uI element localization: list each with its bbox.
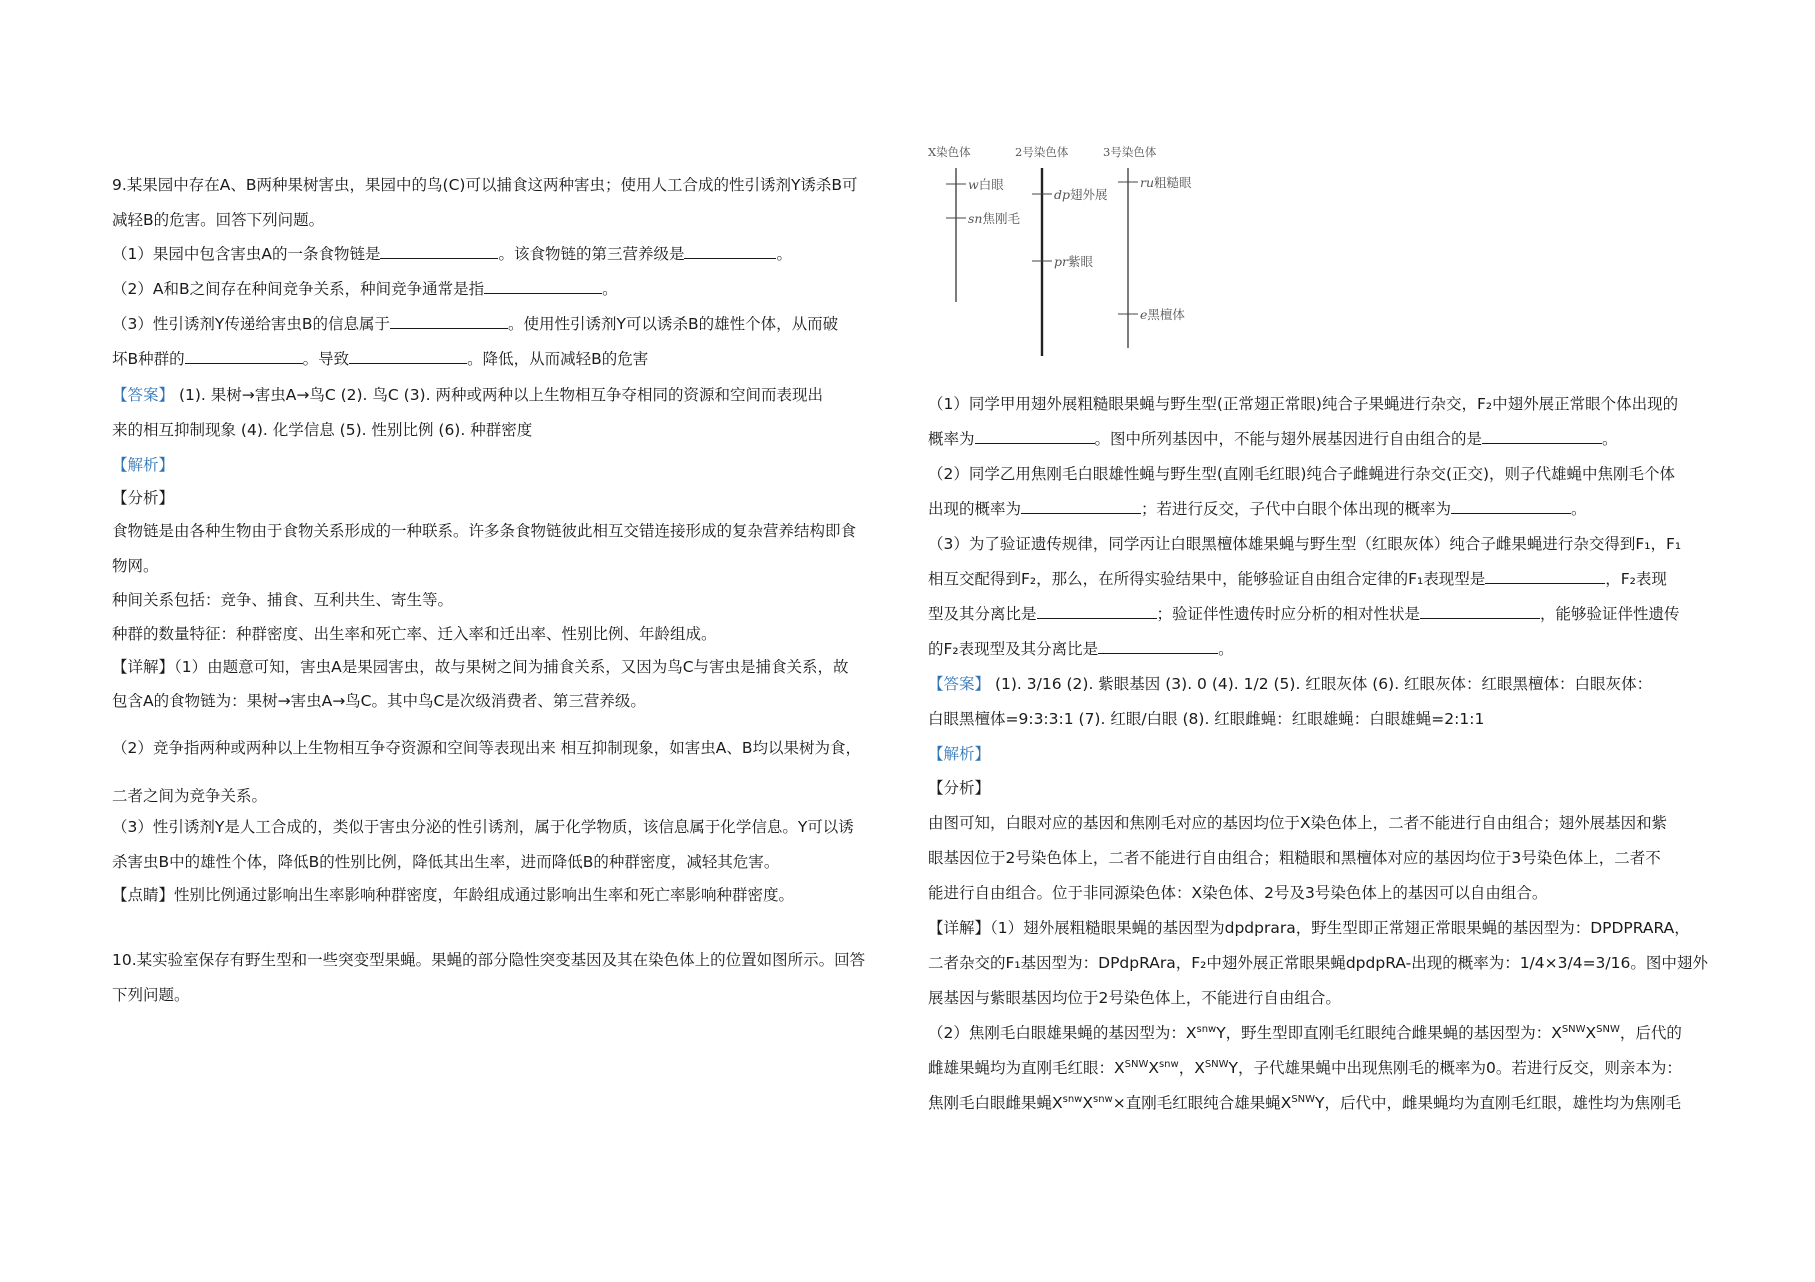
q9-part1-end: 。: [776, 245, 792, 263]
q9-fenxi-line2: 物网。: [112, 557, 159, 575]
gene-name: 焦刚毛: [982, 211, 1020, 226]
q9-part2-text: （2）A和B之间存在种间竞争关系，种间竞争通常是指: [112, 280, 485, 298]
q9-fenxi-tag: 【分析】: [112, 489, 175, 507]
q9-dianjing: 【点睛】性别比例通过影响出生率影响种群密度，年龄组成通过影响出生率和死亡率影响种群密度。: [112, 886, 795, 904]
q9-part3-line2: [112, 348, 648, 370]
answer-blank: [1485, 569, 1605, 584]
gene-ru-label: [1140, 173, 1192, 191]
q9-answer-text: (1). 果树→害虫A→鸟C (2). 鸟C (3). 两种或两种以上生物相互争夺相同的资源和空间而表现出: [178, 386, 823, 404]
q9-stem-line1: 9.某果园中存在A、B两种果树害虫，果园中的鸟(C)可以捕食这两种害虫；使用人工合成的性引诱剂Y诱杀B可: [112, 176, 858, 194]
q9-xiangjie-line1: 【详解】（1）由题意可知，害虫A是果园害虫，故与果树之间为捕食关系，又因为鸟C与害虫是捕食关系，故: [112, 658, 849, 676]
text: X: [1082, 1094, 1093, 1112]
answer-blank: [390, 314, 508, 329]
gene-pr-label: [1054, 252, 1093, 270]
q10-part3-line3: [928, 603, 1680, 625]
text: X: [1585, 1024, 1597, 1042]
superscript: SNW: [1204, 1058, 1229, 1070]
text: 概率为: [928, 430, 975, 448]
gene-name: 紫眼: [1067, 254, 1093, 269]
gene-symbol: pr: [1054, 254, 1068, 269]
gene-w-label: [968, 175, 1004, 193]
q10-xiangjie2-line1: [928, 1022, 1682, 1044]
text: 出现的概率为: [928, 500, 1022, 518]
gene-name: 白眼: [978, 177, 1004, 192]
q9-part1-text2: 。该食物链的第三营养级是: [498, 245, 685, 263]
answer-tag: 【答案】: [112, 386, 175, 404]
q9-answer-line2: 来的相互抑制现象 (4). 化学信息 (5). 性别比例 (6). 种群密度: [112, 421, 533, 439]
q9-xiangjie-line2: 包含A的食物链为：果树→害虫A→鸟C。其中鸟C是次级消费者、第三营养级。: [112, 692, 646, 710]
answer-blank: [1482, 429, 1602, 444]
q10-fenxi-line1: 由图可知，白眼对应的基因和焦刚毛对应的基因均位于X染色体上，二者不能进行自由组合；翅外展基因和紫: [928, 814, 1668, 832]
q10-xiangjie-line2: 二者杂交的F₁基因型为：DPdpRAra，F₂中翅外展正常眼果蝇dpdpRA-出现的概率为：1/4×3/4=3/16。图中翅外: [928, 954, 1708, 972]
gene-symbol: w: [968, 177, 979, 192]
answer-blank: [380, 244, 498, 259]
q9-part3-text5: 。降低，从而减轻B的危害: [467, 350, 649, 368]
q10-part2-line1: （2）同学乙用焦刚毛白眼雄性蝇与野生型(直刚毛红眼)纯合子雌蝇进行杂交(正交)，则子代雄蝇中焦刚毛个体: [928, 465, 1676, 483]
text: ；若进行反交，子代中白眼个体出现的概率为: [1141, 500, 1452, 518]
gene-name: 翅外展: [1070, 187, 1108, 202]
q9-part2-end: 。: [602, 280, 618, 298]
answer-blank: [975, 429, 1095, 444]
q10-stem-line2: 下列问题。: [112, 986, 190, 1004]
answer-blank: [684, 244, 776, 259]
text: 。: [1602, 430, 1618, 448]
answer-tag: 【答案】: [928, 675, 991, 693]
q10-answer-text: (1). 3/16 (2). 紫眼基因 (3). 0 (4). 1/2 (5). 红眼灰体 (6). 红眼灰体：红眼黑檀体：白眼灰体：: [994, 675, 1653, 693]
chromosome-2-label: 2号染色体: [1015, 145, 1069, 159]
text: 雌雄果蝇均为直刚毛红眼：X: [928, 1059, 1125, 1077]
q10-part2-line2: [928, 498, 1587, 520]
q9-fenxi-line1: 食物链是由各种生物由于食物关系形成的一种联系。许多条食物链彼此相互交错连接形成的复杂营养结构即食: [112, 522, 857, 540]
gene-sn-label: [968, 209, 1020, 227]
q10-stem-line1: 10.某实验室保存有野生型和一些突变型果蝇。果蝇的部分隐性突变基因及其在染色体上的位置如图所示。回答: [112, 951, 866, 969]
q9-jiexi-tag: 【解析】: [112, 456, 175, 474]
gene-symbol: sn: [968, 211, 983, 226]
q10-part3-line2: [928, 568, 1667, 590]
q9-part2: [112, 278, 618, 300]
text: 焦刚毛白眼雌果蝇X: [928, 1094, 1063, 1112]
text: 。图中所列基因中，不能与翅外展基因进行自由组合的是: [1094, 430, 1483, 448]
text: 型及其分离比是: [928, 605, 1037, 623]
q10-answer-line1: [928, 673, 1652, 695]
gene-symbol: dp: [1054, 187, 1071, 202]
text: （2）焦刚毛白眼雄果蝇的基因型为：X: [928, 1024, 1197, 1042]
q10-part1-line1: （1）同学甲用翅外展粗糙眼果蝇与野生型(正常翅正常眼)纯合子果蝇进行杂交，F₂中翅外展正常眼个体出现的: [928, 395, 1679, 413]
text: Y，野生型即直刚毛红眼纯合雌果蝇的基因型为：X: [1216, 1024, 1562, 1042]
x-chromosome-label: X染色体: [928, 145, 971, 159]
q9-xiangjie-line6: 杀害虫B中的雄性个体，降低B的性别比例，降低其出生率，进而降低B的种群密度，减轻其危害。: [112, 853, 780, 871]
superscript: SNW: [1561, 1023, 1586, 1035]
q10-xiangjie2-line2: [928, 1057, 1682, 1079]
q9-fenxi-line3: 种间关系包括：竞争、捕食、互利共生、寄生等。: [112, 591, 454, 609]
text: ，能够验证伴性遗传: [1540, 605, 1680, 623]
text: 。: [1571, 500, 1587, 518]
q9-answer-line1: [112, 384, 823, 406]
answer-blank: [349, 349, 467, 364]
q10-xiangjie-line1: 【详解】（1）翅外展粗糙眼果蝇的基因型为dpdprara，野生型即正常翅正常眼果蝇的基因型为：DPDPRARA，: [928, 919, 1690, 937]
superscript: snw: [1092, 1093, 1113, 1105]
superscript: snw: [1062, 1093, 1083, 1105]
q9-part3-text: （3）性引诱剂Y传递给害虫B的信息属于: [112, 315, 390, 333]
superscript: snw: [1158, 1058, 1179, 1070]
gene-e-label: [1140, 305, 1185, 323]
q9-part1: [112, 243, 792, 265]
text: X: [1148, 1059, 1159, 1077]
q10-fenxi-line3: 能进行自由组合。位于非同源染色体：X染色体、2号及3号染色体上的基因可以自由组合。: [928, 884, 1548, 902]
answer-blank: [185, 349, 303, 364]
q10-answer-line2: 白眼黑檀体=9:3:3:1 (7). 红眼/白眼 (8). 红眼雌蝇：红眼雄蝇：白眼雄蝇=2:1:1: [928, 710, 1485, 728]
q9-stem-line2: 减轻B的危害。回答下列问题。: [112, 211, 325, 229]
answer-blank: [1037, 604, 1157, 619]
q9-part3-text4: 。导致: [302, 350, 350, 368]
answer-blank: [484, 279, 602, 294]
answer-blank: [1021, 499, 1141, 514]
text: Y，后代中，雌果蝇均为直刚毛红眼，雄性均为焦刚毛: [1315, 1094, 1682, 1112]
q10-xiangjie2-line3: [928, 1092, 1681, 1114]
q9-fenxi-line4: 种群的数量特征：种群密度、出生率和死亡率、迁入率和迁出率、性别比例、年龄组成。: [112, 625, 717, 643]
superscript: snw: [1196, 1023, 1217, 1035]
superscript: SNW: [1596, 1023, 1620, 1035]
q10-part3-line1: （3）为了验证遗传规律，同学丙让白眼黑檀体雄果蝇与野生型（红眼灰体）纯合子雌果蝇进行杂交得到F₁，F₁: [928, 535, 1682, 553]
q9-xiangjie-line4: 二者之间为竞争关系。: [112, 787, 268, 805]
superscript: SNW: [1291, 1093, 1316, 1105]
q10-part1-line2: [928, 428, 1618, 450]
q9-part3-text3: 坏B种群的: [112, 350, 185, 368]
text: 。: [1218, 640, 1234, 658]
answer-blank: [1451, 499, 1571, 514]
q9-xiangjie-line5: （3）性引诱剂Y是人工合成的，类似于害虫分泌的性引诱剂，属于化学物质，该信息属于化学信息。Y可以诱: [112, 818, 854, 836]
superscript: SNW: [1124, 1058, 1149, 1070]
text: ；验证伴性遗传时应分析的相对性状是: [1156, 605, 1421, 623]
text: ，后代的: [1619, 1024, 1682, 1042]
gene-symbol: e: [1140, 307, 1148, 322]
q9-xiangjie-line3: （2）竞争指两种或两种以上生物相互争夺资源和空间等表现出来 相互抑制现象，如害虫A、B均以果树为食，: [112, 739, 862, 757]
chromosome-diagram: [928, 138, 1228, 368]
chromosome-3-label: 3号染色体: [1103, 145, 1157, 159]
text: ，X: [1178, 1059, 1205, 1077]
q9-part1-text: （1）果园中包含害虫A的一条食物链是: [112, 245, 381, 263]
q10-jiexi-tag: 【解析】: [928, 745, 991, 763]
gene-name: 黑檀体: [1147, 307, 1185, 322]
q10-fenxi-line2: 眼基因位于2号染色体上，二者不能进行自由组合；粗糙眼和黑檀体对应的基因均位于3号染色体上，二者不: [928, 849, 1661, 867]
gene-symbol: ru: [1140, 175, 1155, 190]
q9-part3-text2: 。使用性引诱剂Y可以诱杀B的雄性个体，从而破: [507, 315, 839, 333]
text: Y，子代雄果蝇中出现焦刚毛的概率为0。若进行反交，则亲本为：: [1228, 1059, 1682, 1077]
q10-xiangjie-line3: 展基因与紫眼基因均位于2号染色体上，不能进行自由组合。: [928, 989, 1341, 1007]
text: 的F₂表现型及其分离比是: [928, 640, 1099, 658]
q9-part3-line1: [112, 313, 838, 335]
text: 相互交配得到F₂，那么，在所得实验结果中，能够验证自由组合定律的F₁表现型是: [928, 570, 1486, 588]
q10-fenxi-tag: 【分析】: [928, 779, 991, 797]
text: ×直刚毛红眼纯合雄果蝇X: [1112, 1094, 1292, 1112]
answer-blank: [1098, 639, 1218, 654]
text: ，F₂表现: [1605, 570, 1667, 588]
answer-blank: [1420, 604, 1540, 619]
gene-name: 粗糙眼: [1154, 175, 1192, 190]
gene-dp-label: [1054, 185, 1108, 203]
q10-part3-line4: [928, 638, 1234, 660]
